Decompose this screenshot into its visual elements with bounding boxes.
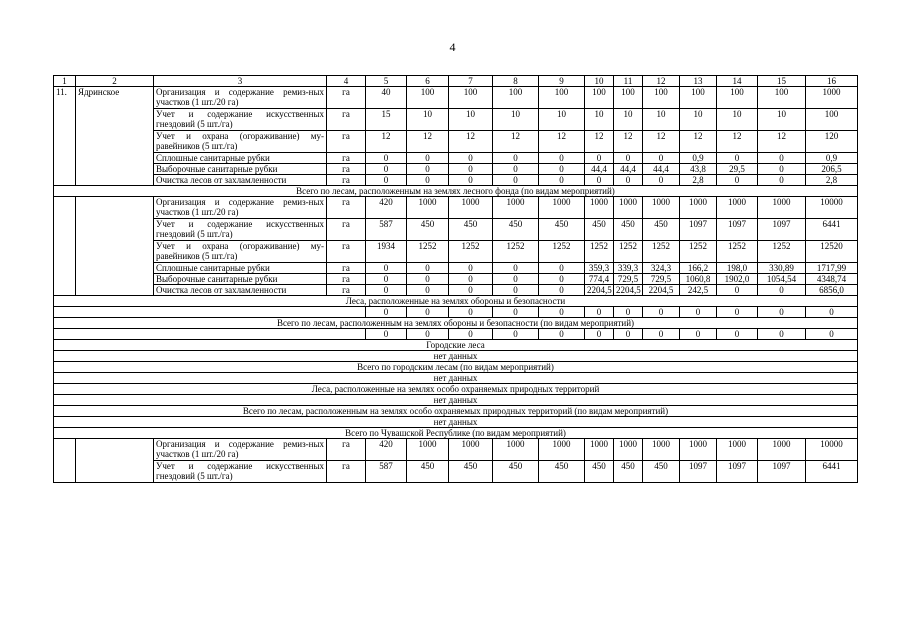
- value-cell: 2,8: [680, 175, 717, 186]
- defense-values: [54, 307, 858, 318]
- value-cell: 0: [717, 307, 758, 318]
- table-row: [54, 131, 858, 153]
- value-cell: 0: [614, 175, 643, 186]
- value-cell: 1000: [758, 439, 806, 461]
- value-cell: 0: [493, 153, 539, 164]
- value-cell: 1252: [407, 241, 449, 263]
- no-data-cell: нет данных: [54, 417, 858, 428]
- value-cell: 29,5: [717, 164, 758, 175]
- column-number: 15: [758, 76, 806, 87]
- value-cell: 2204,5: [614, 285, 643, 296]
- section-title-cell: Леса, расположенные на землях обороны и безопасности: [54, 296, 858, 307]
- value-cell: 0: [717, 285, 758, 296]
- value-cell: 339,3: [614, 263, 643, 274]
- value-cell: 1000: [585, 197, 614, 219]
- value-cell: 12: [585, 131, 614, 153]
- value-cell: 100: [806, 109, 858, 131]
- value-cell: 10: [643, 109, 680, 131]
- value-cell: 1000: [493, 439, 539, 461]
- value-cell: 10000: [806, 439, 858, 461]
- blank-cell: [54, 439, 76, 483]
- value-cell: 0: [643, 175, 680, 186]
- measure-unit: га: [327, 175, 366, 186]
- value-cell: 359,3: [585, 263, 614, 274]
- value-cell: 0: [407, 274, 449, 285]
- value-cell: 0: [449, 153, 493, 164]
- value-cell: 100: [643, 87, 680, 109]
- value-cell: 0: [366, 263, 407, 274]
- measure-unit: га: [327, 87, 366, 109]
- value-cell: 1252: [643, 241, 680, 263]
- value-cell: 100: [493, 87, 539, 109]
- value-cell: 10: [758, 109, 806, 131]
- value-cell: 0: [585, 329, 614, 340]
- value-cell: 0: [806, 307, 858, 318]
- table-row: [54, 219, 858, 241]
- value-cell: 0: [643, 307, 680, 318]
- value-cell: 0: [717, 153, 758, 164]
- section-title: [54, 340, 858, 351]
- value-cell: 0: [449, 307, 493, 318]
- no-data: [54, 417, 858, 428]
- no-data: [54, 373, 858, 384]
- value-cell: 1000: [643, 439, 680, 461]
- measure-unit: га: [327, 285, 366, 296]
- section-title: [54, 362, 858, 373]
- value-cell: 10: [680, 109, 717, 131]
- value-cell: 0: [717, 329, 758, 340]
- value-cell: 0: [449, 263, 493, 274]
- value-cell: 12: [717, 131, 758, 153]
- value-cell: 729,5: [614, 274, 643, 285]
- value-cell: 0: [643, 153, 680, 164]
- value-cell: 0: [493, 263, 539, 274]
- value-cell: 12: [449, 131, 493, 153]
- value-cell: 10: [614, 109, 643, 131]
- measure-label: Организация и содержание ремиз-ных участков (1 шт./20 га): [154, 87, 327, 109]
- value-cell: 450: [407, 219, 449, 241]
- column-number: 2: [76, 76, 154, 87]
- value-cell: 10000: [806, 197, 858, 219]
- column-number: 16: [806, 76, 858, 87]
- value-cell: 1000: [449, 197, 493, 219]
- value-cell: 1000: [407, 439, 449, 461]
- no-data-cell: нет данных: [54, 373, 858, 384]
- value-cell: 12520: [806, 241, 858, 263]
- table-row: [54, 87, 858, 109]
- value-cell: 0: [449, 164, 493, 175]
- section-title-cell: Всего по лесам, расположенным на землях лесного фонда (по видам мероприятий): [54, 186, 858, 197]
- value-cell: 6441: [806, 461, 858, 483]
- value-cell: 0: [366, 164, 407, 175]
- value-cell: 1000: [758, 197, 806, 219]
- value-cell: 1252: [680, 241, 717, 263]
- value-cell: 0: [366, 274, 407, 285]
- measure-label: Учет и охрана (огораживание) му-равейников (5 шт./га): [154, 241, 327, 263]
- value-cell: 450: [449, 461, 493, 483]
- value-cell: 1252: [585, 241, 614, 263]
- value-cell: 10: [449, 109, 493, 131]
- value-cell: 1000: [449, 439, 493, 461]
- column-number: 8: [493, 76, 539, 87]
- value-cell: 0: [493, 307, 539, 318]
- value-cell: 1252: [449, 241, 493, 263]
- measure-label: Сплошные санитарные рубки: [154, 263, 327, 274]
- blank-cell: [54, 329, 366, 340]
- measure-unit: га: [327, 109, 366, 131]
- table-row: [54, 241, 858, 263]
- value-cell: 1252: [614, 241, 643, 263]
- value-cell: 0: [366, 153, 407, 164]
- value-cell: 1000: [407, 197, 449, 219]
- value-cell: 0: [449, 329, 493, 340]
- value-cell: 0: [407, 263, 449, 274]
- column-number: 14: [717, 76, 758, 87]
- value-cell: 0: [539, 307, 585, 318]
- value-cell: 450: [643, 461, 680, 483]
- value-cell: 1097: [717, 219, 758, 241]
- value-cell: 0: [407, 285, 449, 296]
- region-name: Ядринское: [76, 87, 154, 186]
- value-cell: 0: [806, 329, 858, 340]
- value-cell: 450: [643, 219, 680, 241]
- value-cell: 0: [493, 175, 539, 186]
- value-cell: 450: [493, 219, 539, 241]
- value-cell: 10: [539, 109, 585, 131]
- blank-cell: [54, 307, 366, 318]
- value-cell: 0: [493, 329, 539, 340]
- value-cell: 100: [717, 87, 758, 109]
- value-cell: 6856,0: [806, 285, 858, 296]
- table-row: [54, 285, 858, 296]
- value-cell: 0: [449, 274, 493, 285]
- measure-label: Учет и содержание искусственных гнездовий (5 шт./га): [154, 219, 327, 241]
- column-number: 7: [449, 76, 493, 87]
- column-number: 5: [366, 76, 407, 87]
- forest-measures-table: [53, 75, 858, 483]
- value-cell: 0: [614, 153, 643, 164]
- measure-label: Выборочные санитарные рубки: [154, 164, 327, 175]
- column-number: 3: [154, 76, 327, 87]
- value-cell: 0: [449, 285, 493, 296]
- value-cell: 0: [493, 285, 539, 296]
- measure-label: Организация и содержание ремиз-ных участков (1 шт./20 га): [154, 197, 327, 219]
- column-number: 13: [680, 76, 717, 87]
- measure-unit: га: [327, 439, 366, 461]
- value-cell: 1252: [493, 241, 539, 263]
- measure-label: Очистка лесов от захламленности: [154, 285, 327, 296]
- value-cell: 1054,54: [758, 274, 806, 285]
- value-cell: 0: [366, 175, 407, 186]
- measure-label: Учет и содержание искусственных гнездовий (5 шт./га): [154, 109, 327, 131]
- value-cell: 774,4: [585, 274, 614, 285]
- value-cell: 0: [643, 329, 680, 340]
- measure-label: Организация и содержание ремиз-ных участков (1 шт./20 га): [154, 439, 327, 461]
- table-row: [54, 197, 858, 219]
- value-cell: 420: [366, 197, 407, 219]
- region-number: 11.: [54, 87, 76, 186]
- value-cell: 1097: [758, 461, 806, 483]
- table-row: [54, 461, 858, 483]
- value-cell: 12: [758, 131, 806, 153]
- section-title-cell: Всего по лесам, расположенным на землях обороны и безопасности (по видам мероприятий): [54, 318, 858, 329]
- value-cell: 0: [614, 329, 643, 340]
- value-cell: 0: [366, 285, 407, 296]
- value-cell: 0: [539, 274, 585, 285]
- value-cell: 450: [585, 219, 614, 241]
- blank-cell: [76, 439, 154, 483]
- table-row: [54, 109, 858, 131]
- value-cell: 1000: [717, 197, 758, 219]
- measure-unit: га: [327, 461, 366, 483]
- section-title-cell: Всего по лесам, расположенным на землях особо охраняемых природных территорий (по видам мероприятий): [54, 406, 858, 417]
- value-cell: 12: [680, 131, 717, 153]
- value-cell: 12: [493, 131, 539, 153]
- value-cell: 1902,0: [717, 274, 758, 285]
- section-title-cell: Всего по городским лесам (по видам мероприятий): [54, 362, 858, 373]
- measure-unit: га: [327, 219, 366, 241]
- value-cell: 0: [585, 307, 614, 318]
- table-row: [54, 164, 858, 175]
- table-row: [54, 263, 858, 274]
- value-cell: 450: [539, 219, 585, 241]
- value-cell: 100: [585, 87, 614, 109]
- measure-label: Учет и охрана (огораживание) му-равейников (5 шт./га): [154, 131, 327, 153]
- no-data-cell: нет данных: [54, 351, 858, 362]
- value-cell: 0: [407, 153, 449, 164]
- section-title: [54, 428, 858, 439]
- value-cell: 12: [643, 131, 680, 153]
- column-number: 6: [407, 76, 449, 87]
- column-number: 12: [643, 76, 680, 87]
- value-cell: 100: [449, 87, 493, 109]
- value-cell: 15: [366, 109, 407, 131]
- value-cell: 10: [585, 109, 614, 131]
- measure-unit: га: [327, 164, 366, 175]
- measure-unit: га: [327, 197, 366, 219]
- value-cell: 0: [758, 307, 806, 318]
- value-cell: 100: [680, 87, 717, 109]
- value-cell: 1252: [758, 241, 806, 263]
- value-cell: 587: [366, 461, 407, 483]
- measure-unit: га: [327, 241, 366, 263]
- column-number: 10: [585, 76, 614, 87]
- value-cell: 100: [758, 87, 806, 109]
- value-cell: 0: [717, 175, 758, 186]
- value-cell: 44,4: [614, 164, 643, 175]
- value-cell: 0: [758, 329, 806, 340]
- no-data: [54, 351, 858, 362]
- value-cell: 1252: [717, 241, 758, 263]
- value-cell: 1097: [758, 219, 806, 241]
- value-cell: 10: [407, 109, 449, 131]
- value-cell: 1097: [680, 461, 717, 483]
- value-cell: 0: [758, 285, 806, 296]
- blank-cell: [54, 197, 76, 296]
- value-cell: 330,89: [758, 263, 806, 274]
- measure-label: Сплошные санитарные рубки: [154, 153, 327, 164]
- value-cell: 1000: [717, 439, 758, 461]
- value-cell: 120: [806, 131, 858, 153]
- value-cell: 1000: [680, 197, 717, 219]
- value-cell: 0: [539, 263, 585, 274]
- value-cell: 0: [680, 329, 717, 340]
- measure-unit: га: [327, 263, 366, 274]
- value-cell: 10: [493, 109, 539, 131]
- value-cell: 0: [585, 175, 614, 186]
- value-cell: 1000: [643, 197, 680, 219]
- value-cell: 0: [758, 164, 806, 175]
- value-cell: 1717,99: [806, 263, 858, 274]
- value-cell: 0: [614, 307, 643, 318]
- value-cell: 0: [407, 175, 449, 186]
- value-cell: 12: [407, 131, 449, 153]
- value-cell: 324,3: [643, 263, 680, 274]
- blank-cell: [76, 197, 154, 296]
- value-cell: 0: [366, 329, 407, 340]
- value-cell: 10: [717, 109, 758, 131]
- value-cell: 0: [539, 153, 585, 164]
- defense-total-values: [54, 329, 858, 340]
- no-data-cell: нет данных: [54, 395, 858, 406]
- value-cell: 1000: [539, 439, 585, 461]
- table-row: [54, 175, 858, 186]
- column-number: 4: [327, 76, 366, 87]
- section-title: [54, 384, 858, 395]
- section-title-cell: Всего по Чувашской Республике (по видам мероприятий): [54, 428, 858, 439]
- value-cell: 0: [539, 164, 585, 175]
- value-cell: 729,5: [643, 274, 680, 285]
- value-cell: 0: [407, 307, 449, 318]
- value-cell: 1000: [539, 197, 585, 219]
- value-cell: 450: [614, 219, 643, 241]
- measure-label: Выборочные санитарные рубки: [154, 274, 327, 285]
- value-cell: 2,8: [806, 175, 858, 186]
- value-cell: 0: [493, 164, 539, 175]
- value-cell: 1252: [539, 241, 585, 263]
- value-cell: 1000: [585, 439, 614, 461]
- value-cell: 2204,5: [585, 285, 614, 296]
- value-cell: 206,5: [806, 164, 858, 175]
- value-cell: 1097: [717, 461, 758, 483]
- measure-label: Очистка лесов от захламленности: [154, 175, 327, 186]
- value-cell: 1000: [806, 87, 858, 109]
- value-cell: 2204,5: [643, 285, 680, 296]
- value-cell: 587: [366, 219, 407, 241]
- no-data: [54, 395, 858, 406]
- value-cell: 43,8: [680, 164, 717, 175]
- column-number: 11: [614, 76, 643, 87]
- value-cell: 1060,8: [680, 274, 717, 285]
- value-cell: 100: [407, 87, 449, 109]
- table-row: [54, 274, 858, 285]
- value-cell: 100: [614, 87, 643, 109]
- value-cell: 12: [539, 131, 585, 153]
- value-cell: 198,0: [717, 263, 758, 274]
- value-cell: 0: [758, 153, 806, 164]
- value-cell: 4348,74: [806, 274, 858, 285]
- value-cell: 0,9: [806, 153, 858, 164]
- value-cell: 242,5: [680, 285, 717, 296]
- value-cell: 166,2: [680, 263, 717, 274]
- value-cell: 420: [366, 439, 407, 461]
- value-cell: 0: [539, 329, 585, 340]
- value-cell: 1000: [680, 439, 717, 461]
- measure-unit: га: [327, 153, 366, 164]
- page-number: 4: [449, 40, 456, 54]
- value-cell: 450: [614, 461, 643, 483]
- value-cell: 0: [407, 164, 449, 175]
- value-cell: 44,4: [585, 164, 614, 175]
- value-cell: 0: [758, 175, 806, 186]
- value-cell: 0: [493, 274, 539, 285]
- value-cell: 0: [680, 307, 717, 318]
- measure-unit: га: [327, 131, 366, 153]
- value-cell: 450: [493, 461, 539, 483]
- value-cell: 100: [539, 87, 585, 109]
- value-cell: 1934: [366, 241, 407, 263]
- value-cell: 40: [366, 87, 407, 109]
- header-row: [54, 76, 858, 87]
- section-title: [54, 406, 858, 417]
- value-cell: 450: [449, 219, 493, 241]
- section-title-cell: Леса, расположенные на землях особо охраняемых природных территорий: [54, 384, 858, 395]
- value-cell: 0: [407, 329, 449, 340]
- value-cell: 0,9: [680, 153, 717, 164]
- value-cell: 0: [539, 285, 585, 296]
- column-number: 9: [539, 76, 585, 87]
- value-cell: 450: [585, 461, 614, 483]
- value-cell: 12: [614, 131, 643, 153]
- section-title: [54, 296, 858, 307]
- section-title: [54, 318, 858, 329]
- value-cell: 0: [585, 153, 614, 164]
- value-cell: 0: [366, 307, 407, 318]
- section-title: [54, 186, 858, 197]
- value-cell: 450: [407, 461, 449, 483]
- value-cell: 450: [539, 461, 585, 483]
- value-cell: 44,4: [643, 164, 680, 175]
- section-title-cell: Городские леса: [54, 340, 858, 351]
- value-cell: 0: [449, 175, 493, 186]
- value-cell: 1097: [680, 219, 717, 241]
- column-number: 1: [54, 76, 76, 87]
- value-cell: 1000: [614, 439, 643, 461]
- measure-label: Учет и содержание искусственных гнездовий (5 шт./га): [154, 461, 327, 483]
- value-cell: 12: [366, 131, 407, 153]
- value-cell: 0: [539, 175, 585, 186]
- value-cell: 6441: [806, 219, 858, 241]
- value-cell: 1000: [493, 197, 539, 219]
- table-row: [54, 439, 858, 461]
- value-cell: 1000: [614, 197, 643, 219]
- table-row: [54, 153, 858, 164]
- measure-unit: га: [327, 274, 366, 285]
